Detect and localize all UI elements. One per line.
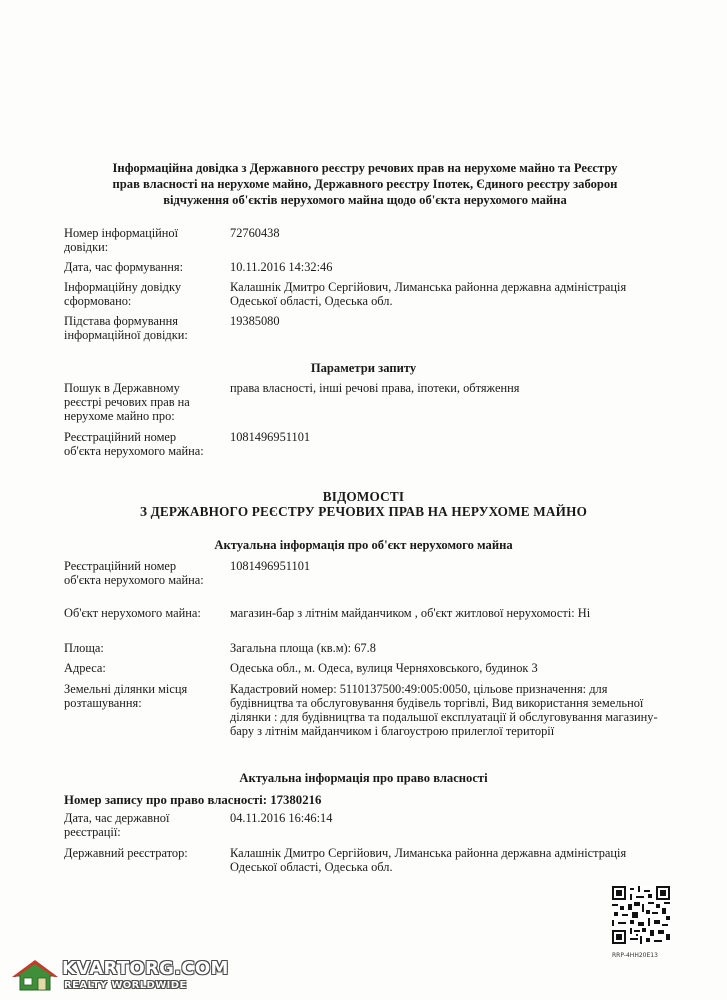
section-title-2: З ДЕРЖАВНОГО РЕЄСТРУ РЕЧОВИХ ПРАВ НА НЕРУХОМЕ МАЙНО [139, 504, 588, 519]
object-label: Об'єкт нерухомого майна: [64, 606, 201, 620]
object-value: магазин-бар з літнім майданчиком , об'єкт житлової нерухомості: Ні [230, 606, 591, 620]
document-header [70, 160, 660, 208]
object-value: 1081496951101 [230, 559, 311, 573]
ownership-value: Калашнік Дмитро Сергійович, Лиманська районна державна адміністрація Одеської області, Одеська обл. [230, 846, 627, 874]
section-title-1: ВІДОМОСТІ [322, 489, 405, 504]
query-value: права власності, інші речові права, іпотеки, обтяження [230, 381, 520, 395]
object-label: Земельні ділянки місця розташування: [64, 682, 188, 710]
info-label: Інформаційну довідку сформовано: [64, 280, 182, 308]
object-label: Реєстраційний номер об'єкта нерухомого майна: [64, 559, 204, 587]
query-label: Реєстраційний номер об'єкта нерухомого майна: [64, 430, 204, 458]
object-value: Кадастровий номер: 5110137500:49:005:0050, цільове призначення: для будівництва та обслуговування будівель торгівлі, Вид використання земельної ділянки : для будівництва та подальшої експлуатації й обслуговування магазину-бару з літнім майданчиком і благоустрою прилеглої території [230, 682, 658, 738]
header-line-3: відчуження об'єктів нерухомого майна щодо об'єкта нерухомого майна [163, 193, 567, 207]
object-label: Площа: [64, 641, 104, 655]
info-value: 19385080 [230, 314, 280, 328]
info-label: Номер інформаційної довідки: [64, 226, 179, 254]
info-value: 72760438 [230, 226, 280, 240]
watermark-title: KVARTORG.COM [62, 958, 229, 979]
query-title: Параметри запиту [310, 361, 417, 375]
ownership-title: Актуальна інформація про право власності [239, 771, 488, 785]
object-title: Актуальна інформація про об'єкт нерухомого майна [214, 538, 513, 552]
ownership-label: Дата, час державної реєстрації: [64, 811, 170, 839]
object-label: Адреса: [64, 661, 106, 675]
object-value: Загальна площа (кв.м): 67.8 [230, 641, 376, 655]
info-label: Підстава формування інформаційної довідки: [64, 314, 188, 342]
watermark-subtitle: REALTY WORLDWIDE [64, 980, 187, 991]
info-value: Калашнік Дмитро Сергійович, Лиманська районна державна адміністрація Одеської області, Одеська обл. [230, 280, 627, 308]
qr-code-icon [612, 886, 670, 944]
house-icon [10, 960, 60, 992]
ownership-record-number: Номер запису про право власності: 17380216 [64, 793, 322, 807]
ownership-value: 04.11.2016 16:46:14 [230, 811, 333, 825]
query-label: Пошук в Державному реєстрі речових прав на нерухоме майно про: [64, 381, 190, 423]
header-line-1: Інформаційна довідка з Державного реєстру речових прав на нерухоме майно та Реєстру [112, 161, 618, 175]
query-value: 1081496951101 [230, 430, 311, 444]
ownership-label: Державний реєстратор: [64, 846, 188, 860]
qr-caption: RRP-4HH20E13 [612, 952, 658, 959]
info-label: Дата, час формування: [64, 260, 184, 274]
header-line-2: прав власності на нерухоме майно, Державного реєстру Іпотек, Єдиного реєстру заборон [112, 177, 618, 191]
object-value: Одеська обл., м. Одеса, вулиця Черняховського, будинок 3 [230, 661, 538, 675]
watermark [6, 958, 229, 996]
info-value: 10.11.2016 14:32:46 [230, 260, 333, 274]
